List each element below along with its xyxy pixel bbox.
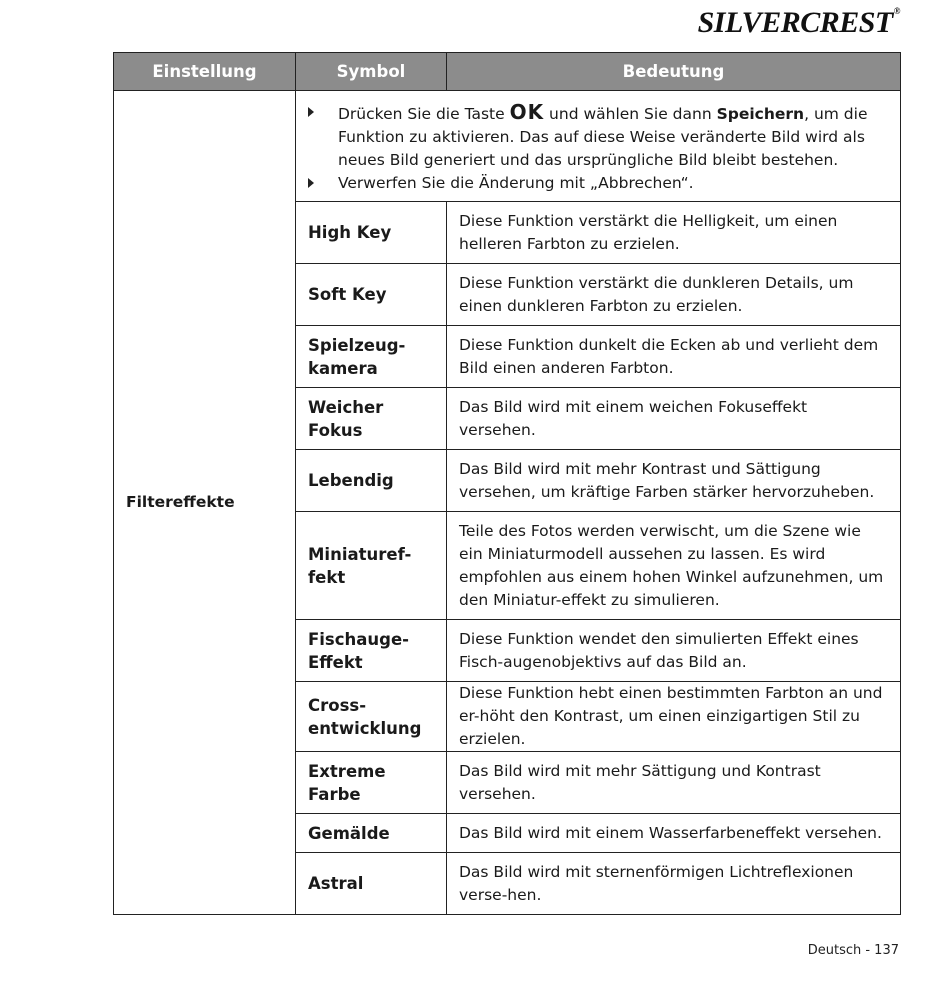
description-cell: Diese Funktion wendet den simulierten Effekt eines Fisch-augenobjektivs auf das Bild an.: [447, 620, 901, 682]
intro-b1-post: , um die Funktion zu aktivieren. Das auf diese Weise veränderte Bild wird als neues Bild generiert und das ursprüngliche Bild bleibt bestehen.: [338, 104, 868, 169]
page-footer: Deutsch - 137: [807, 943, 899, 958]
intro-b1-pre: Drücken Sie die Taste: [338, 104, 505, 123]
symbol-cell: Spielzeug- kamera: [296, 326, 447, 388]
description-cell: Diese Funktion hebt einen bestimmten Farbton an und er-höht den Kontrast, um einen einzigartigen Stil zu erzielen.: [447, 682, 901, 752]
intro-b2: Verwerfen Sie die Änderung mit „Abbrechen“.: [338, 173, 694, 192]
description-cell: Das Bild wird mit sternenförmigen Lichtreflexionen verse-hen.: [447, 853, 901, 915]
description-cell: Diese Funktion verstärkt die Helligkeit, um einen helleren Farbton zu erzielen.: [447, 202, 901, 264]
symbol-cell: Extreme Farbe: [296, 752, 447, 814]
intro-bullets: [308, 101, 888, 195]
symbol-cell: Cross- entwicklung: [296, 682, 447, 752]
bullet-triangle-icon: [308, 107, 314, 117]
logo-silver-text: SILVER: [697, 6, 801, 39]
description-cell: Das Bild wird mit mehr Sättigung und Kontrast versehen.: [447, 752, 901, 814]
header-einstellung: Einstellung: [114, 53, 296, 91]
header-bedeutung: Bedeutung: [447, 53, 901, 91]
setting-label: Filtereffekte: [114, 91, 296, 915]
settings-table: [113, 52, 901, 915]
intro-bullet-1: [308, 101, 888, 172]
header-symbol: Symbol: [296, 53, 447, 91]
symbol-cell: Soft Key: [296, 264, 447, 326]
description-cell: Das Bild wird mit einem weichen Fokuseffekt versehen.: [447, 388, 901, 450]
symbol-cell: Fischauge- Effekt: [296, 620, 447, 682]
symbol-cell: Lebendig: [296, 450, 447, 512]
table-header-row: [114, 53, 901, 91]
intro-bullet-2: [308, 172, 888, 195]
description-cell: Das Bild wird mit einem Wasserfarbeneffekt versehen.: [447, 814, 901, 853]
intro-cell: [296, 91, 901, 202]
bullet-triangle-icon: [308, 178, 314, 188]
description-cell: Diese Funktion dunkelt die Ecken ab und verlieht dem Bild einen anderen Farbton.: [447, 326, 901, 388]
symbol-cell: Astral: [296, 853, 447, 915]
symbol-cell: Gemälde: [296, 814, 447, 853]
ok-key-label: OK: [509, 99, 545, 124]
symbol-cell: High Key: [296, 202, 447, 264]
silvercrest-logo: [698, 6, 900, 40]
description-cell: Diese Funktion verstärkt die dunkleren Details, um einen dunkleren Farbton zu erzielen.: [447, 264, 901, 326]
symbol-cell: Miniaturef- fekt: [296, 512, 447, 620]
intro-row: [114, 91, 901, 202]
intro-b1-mid: und wählen Sie dann: [549, 104, 712, 123]
logo-registered-mark: ®: [893, 6, 900, 16]
description-cell: Das Bild wird mit mehr Kontrast und Sättigung versehen, um kräftige Farben stärker hervorzuheben.: [447, 450, 901, 512]
symbol-cell: Weicher Fokus: [296, 388, 447, 450]
intro-speichern: Speichern: [716, 104, 805, 123]
description-cell: Teile des Fotos werden verwischt, um die Szene wie ein Miniaturmodell aussehen zu lassen. Es wird empfohlen aus einem hohen Winkel aufzunehmen, um den Miniatur-effekt zu simulieren.: [447, 512, 901, 620]
logo-crest-text: CREST: [800, 6, 893, 39]
